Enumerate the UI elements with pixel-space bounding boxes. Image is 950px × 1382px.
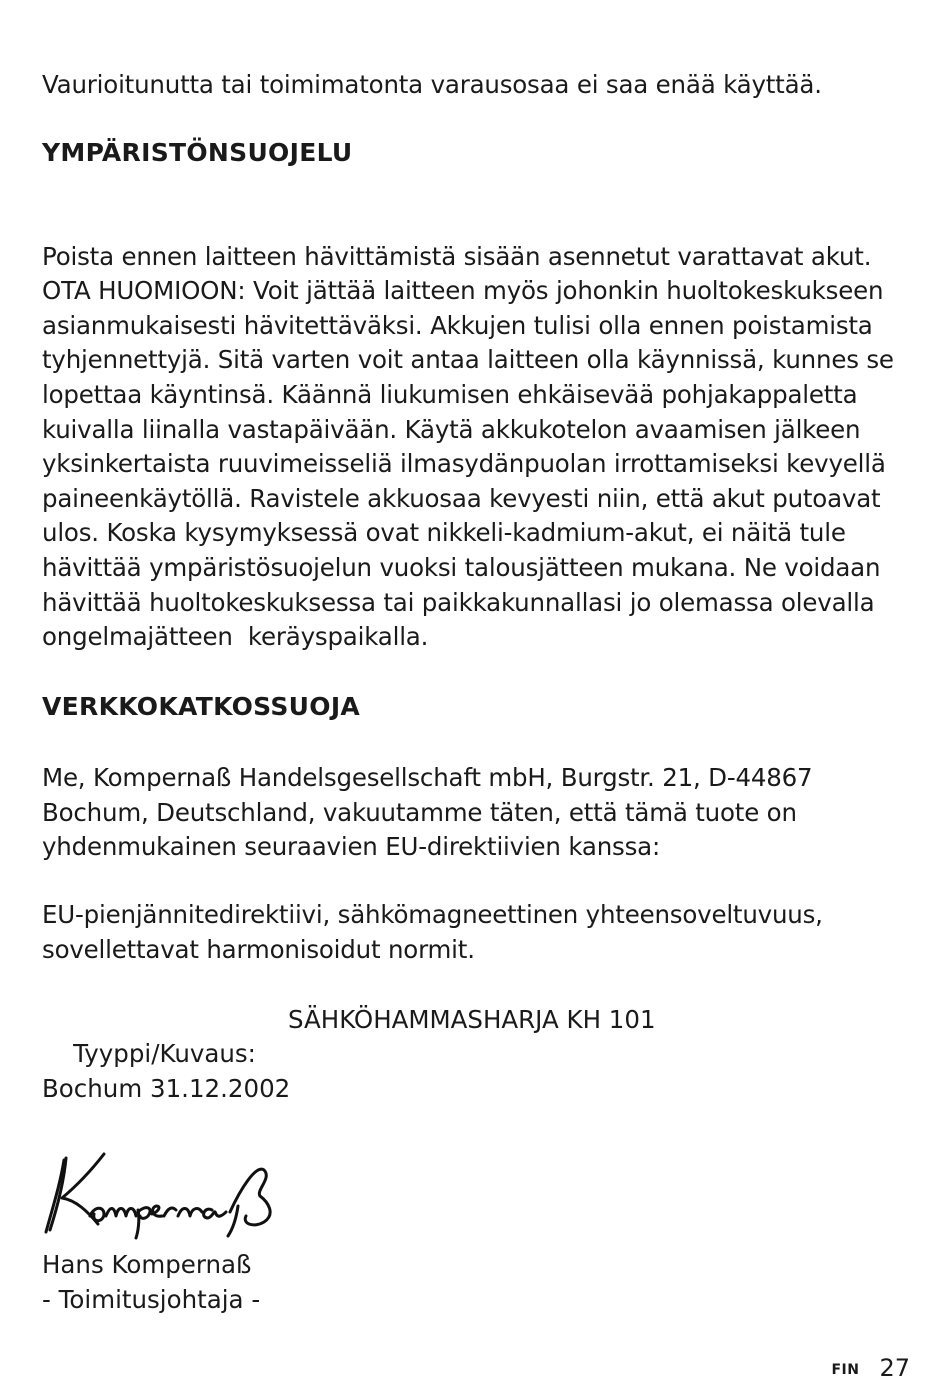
declaration-paragraph	[42, 761, 812, 865]
declaration-heading: VERKKOKATKOSSUOJA	[42, 692, 361, 721]
environment-line: OTA HUOMIOON: Voit jättää laitteen myös johonkin huoltokeskukseen	[42, 276, 884, 306]
intro-text: Vaurioitunutta tai toimimatonta varausosaa ei saa enää käyttää.	[42, 70, 822, 99]
signature-image	[42, 1150, 282, 1240]
environment-line: yksinkertaista ruuvimeisseliä ilmasydänpuolan irrottamiseksi kevyellä	[42, 449, 886, 479]
environment-line: Poista ennen laitteen hävittämistä sisään asennetut varattavat akut.	[42, 241, 872, 271]
declaration-line: yhdenmukainen seuraavien EU-direktiivien kanssa:	[42, 832, 661, 862]
declaration-line: Me, Kompernaß Handelsgesellschaft mbH, Burgstr. 21, D-44867	[42, 763, 813, 792]
place-date: Bochum 31.12.2002	[42, 1074, 291, 1103]
environment-line: lopettaa käyntinsä. Käännä liukumisen ehkäisevää pohjakappaletta	[42, 379, 858, 409]
environment-paragraph	[42, 205, 894, 655]
language-code: FIN	[831, 1362, 860, 1378]
environment-line: kuivalla liinalla vastapäivään. Käytä akkukotelon avaamisen jälkeen	[42, 414, 861, 444]
environment-line: hävittää ympäristösuojelun vuoksi talousjätteen mukana. Ne voidaan	[42, 552, 881, 582]
type-value: SÄHKÖHAMMASHARJA KH 101	[288, 1005, 656, 1034]
signer-title: - Toimitusjohtaja -	[42, 1285, 261, 1314]
page-number: 27	[879, 1354, 910, 1382]
declaration-line: Bochum, Deutschland, vakuutamme täten, että tämä tuote on	[42, 797, 797, 827]
directives-paragraph	[42, 898, 823, 967]
environment-line: tyhjennettyjä. Sitä varten voit antaa laitteen olla käynnissä, kunnes se	[42, 345, 894, 375]
environment-line: paineenkäytöllä. Ravistele akkuosaa kevyesti niin, että akut putoavat	[42, 483, 881, 513]
type-row	[42, 1003, 656, 1139]
environment-line: hävittää huoltokeskuksessa tai paikkakunnallasi jo olemassa olevalla	[42, 587, 875, 617]
environment-line: asianmukaisesti hävitettäväksi. Akkujen tulisi olla ennen poistamista	[42, 310, 873, 340]
signer-name: Hans Kompernaß	[42, 1250, 252, 1279]
directives-line: EU-pienjännitedirektiivi, sähkömagneettinen yhteensoveltuvuus,	[42, 900, 823, 929]
environment-line: ongelmajätteen keräyspaikalla.	[42, 622, 429, 652]
directives-line: sovellettavat harmonisoidut normit.	[42, 934, 475, 964]
environment-line: ulos. Koska kysymyksessä ovat nikkeli-kadmium-akut, ei näitä tule	[42, 518, 846, 548]
type-label: Tyyppi/Kuvaus:	[73, 1039, 256, 1068]
environment-heading: YMPÄRISTÖNSUOJELU	[42, 138, 353, 167]
